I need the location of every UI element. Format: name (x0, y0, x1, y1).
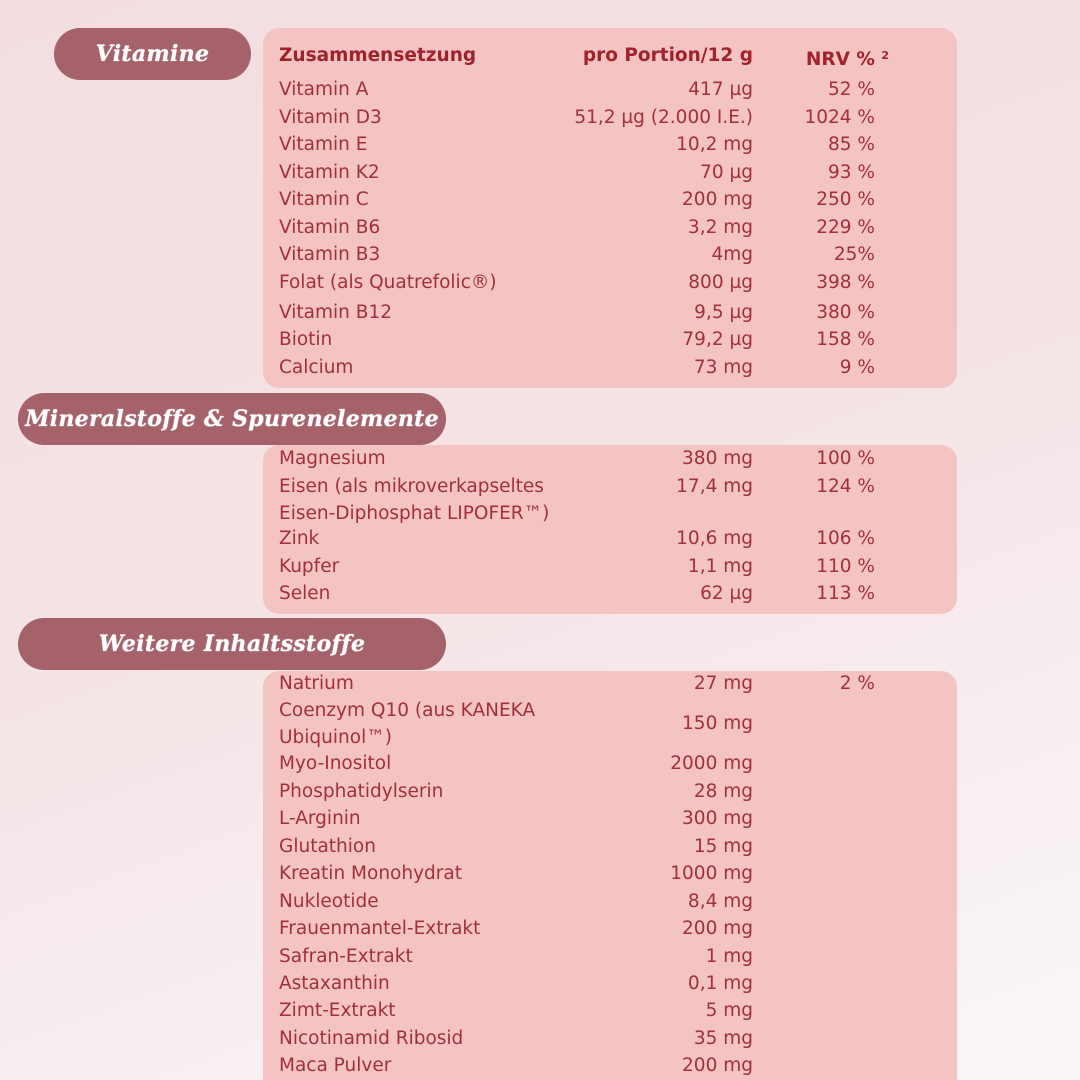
table-row: Folat (als Quatrefolic®) 800 µg 398 % (279, 272, 875, 293)
table-row: Frauenmantel-Extrakt 200 mg (279, 918, 753, 939)
table-header (263, 42, 957, 69)
table-row: Vitamin D3 51,2 µg (2.000 I.E.) 1024 % (279, 107, 875, 128)
table-row: Natrium 27 mg 2 % (279, 673, 875, 694)
header-nrv: NRV % $^2$ (805, 49, 889, 70)
weitere-inhaltsstoffe-table (263, 671, 957, 1080)
table-row: Myo-Inositol 2000 mg (279, 753, 753, 774)
section-title-weitere-inhaltsstoffe: Weitere Inhaltsstoffe (18, 618, 446, 670)
table-row: Coenzym Q10 (aus KANEKA Ubiquinol™) 150 mg (279, 700, 753, 748)
table-row: Zimt-Extrakt 5 mg (279, 1000, 753, 1021)
table-row: Selen 62 µg 113 % (279, 583, 875, 604)
table-row: Glutathion 15 mg (279, 836, 753, 857)
table-row: Nicotinamid Ribosid 35 mg (279, 1028, 753, 1049)
table-row: Biotin 79,2 µg 158 % (279, 329, 875, 350)
table-row: Kreatin Monohydrat 1000 mg (279, 863, 753, 884)
table-row: Vitamin B6 3,2 mg 229 % (279, 217, 875, 238)
table-row: Kupfer 1,1 mg 110 % (279, 556, 875, 577)
table-row: Zink 10,6 mg 106 % (279, 528, 875, 549)
table-row: Astaxanthin 0,1 mg (279, 973, 753, 994)
table-row: Maca Pulver 200 mg (279, 1055, 753, 1076)
table-row: Phosphatidylserin 28 mg (279, 781, 753, 802)
table-row: Eisen (als mikroverkapseltes Eisen-Diphosphat LIPOFER™) 17,4 mg 124 % (279, 476, 875, 524)
table-row: Vitamin E 10,2 mg 85 % (279, 134, 875, 155)
table-row: Safran-Extrakt 1 mg (279, 946, 753, 967)
table-row: Vitamin K2 70 µg 93 % (279, 162, 875, 183)
mineralstoffe-table (263, 445, 957, 614)
table-row: Magnesium 380 mg 100 % (279, 448, 875, 469)
header-per-portion: pro Portion/12 g (582, 45, 753, 66)
table-row: Vitamin B12 9,5 µg 380 % (279, 302, 875, 323)
table-row: Nukleotide 8,4 mg (279, 891, 753, 912)
table-row: Vitamin A 417 µg 52 % (279, 79, 875, 100)
vitamine-table (263, 28, 957, 388)
table-row: Vitamin C 200 mg 250 % (279, 189, 875, 210)
section-title-mineralstoffe: Mineralstoffe & Spurenelemente (18, 393, 446, 445)
table-row: L-Arginin 300 mg (279, 808, 753, 829)
section-title-vitamine: Vitamine (54, 28, 251, 80)
table-row: Vitamin B3 4mg 25% (279, 244, 875, 265)
header-composition: Zusammensetzung (279, 45, 477, 66)
table-row: Calcium 73 mg 9 % (279, 357, 875, 378)
